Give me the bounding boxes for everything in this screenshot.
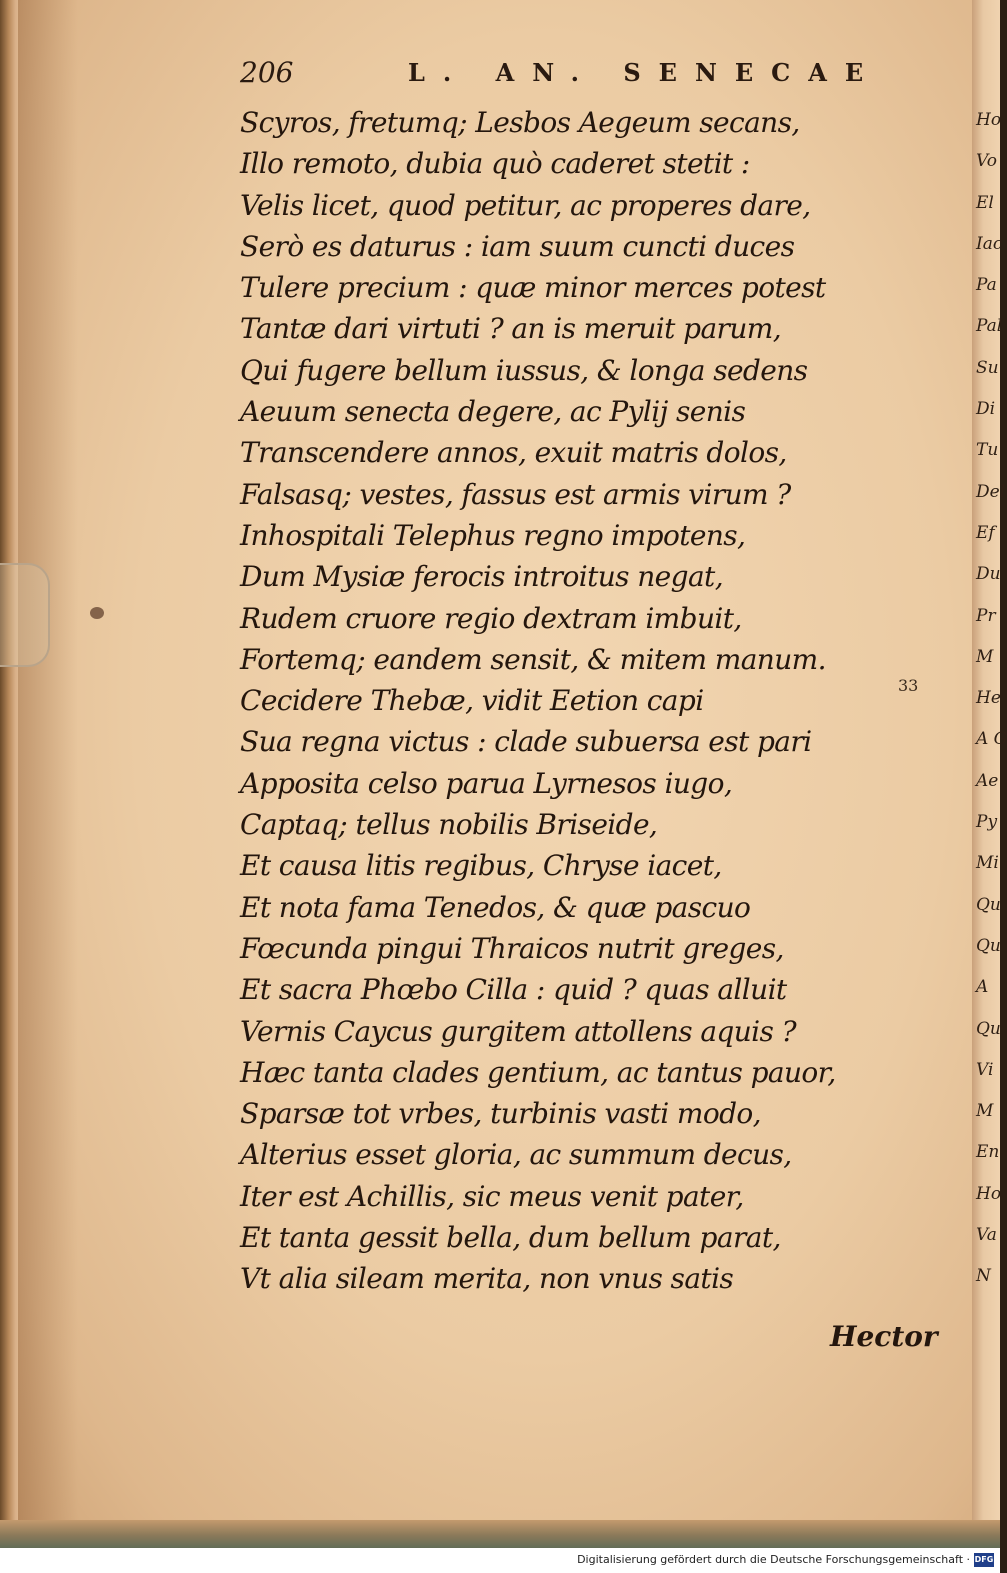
recto-fragment: Du — [976, 564, 1001, 585]
verse-line: Fœcunda pingui Thraicos nutrit greges, — [240, 931, 784, 965]
verse-line: Hæc tanta clades gentium, ac tantus pauor, — [240, 1055, 836, 1089]
recto-line-fragments — [976, 100, 1007, 1298]
recto-fragment: Del — [976, 481, 1006, 502]
verse-line: Apposita celso parua Lyrnesos iugo, — [240, 766, 733, 800]
verse-line: Falsasq; vestes, fassus est armis virum ? — [240, 477, 791, 511]
recto-fragment: Vi — [976, 1059, 994, 1080]
recto-fragment: Vo — [976, 151, 997, 172]
verse-line: Inhospitali Telephus regno impotens, — [240, 518, 746, 552]
verse-text-block — [240, 102, 860, 1300]
verse-line: Et tanta gessit bella, dum bellum parat, — [240, 1221, 781, 1255]
recto-fragment: Qu — [976, 894, 1001, 915]
recto-fragment: N — [976, 1266, 991, 1287]
page-header — [240, 56, 882, 92]
recto-fragment: Qu — [976, 935, 1001, 956]
recto-fragment: Di — [976, 399, 996, 420]
recto-fragment: Ef — [976, 522, 995, 543]
verse-line: Serò es daturus : iam suum cuncti duces — [240, 229, 795, 263]
verse-line: Tulere precium : quæ minor merces potest — [240, 271, 826, 305]
recto-page-edge — [972, 0, 1007, 1548]
recto-fragment: He — [976, 688, 1001, 709]
recto-fragment: Pa — [976, 275, 997, 296]
verse-line: Aeuum senecta degere, ac Pylij senis — [240, 395, 746, 429]
recto-fragment: En — [976, 1142, 1000, 1163]
verse-line: Fortemq; eandem sensit, & mitem manum. — [240, 642, 826, 676]
verse-line: Et nota fama Tenedos, & quæ pascuo — [240, 890, 751, 924]
recto-fragment: Su — [976, 357, 999, 378]
verse-line: Cecidere Thebæ, vidit Eetion capi — [240, 684, 704, 718]
ink-stain — [90, 607, 104, 619]
dfg-logo: DFG — [974, 1553, 994, 1567]
recto-fragment: Ho — [976, 110, 1002, 130]
catchword: Hector — [830, 1320, 938, 1353]
verse-line: Et sacra Phœbo Cilla : quid ? quas alluit — [240, 973, 787, 1007]
recto-fragment: M — [976, 646, 994, 667]
recto-fragment: Tu — [976, 440, 999, 461]
verse-line: Captaq; tellus nobilis Briseide, — [240, 808, 658, 842]
verse-line: Vernis Caycus gurgitem attollens aquis ? — [240, 1014, 797, 1048]
recto-fragment: Iac — [976, 233, 1003, 254]
recto-fragment: Ae — [976, 770, 999, 791]
recto-fragment: Qu — [976, 1018, 1001, 1039]
recto-fragment: M — [976, 1101, 994, 1122]
verse-line: Alterius esset gloria, ac summum decus, — [240, 1138, 792, 1172]
verse-line: Dum Mysiæ ferocis introitus negat, — [240, 560, 724, 594]
verse-line: Qui fugere bellum iussus, & longa sedens — [240, 353, 808, 387]
verse-line: Iter est Achillis, sic meus venit pater, — [240, 1179, 744, 1213]
verse-line: Vt alia sileam merita, non vnus satis — [240, 1262, 734, 1296]
recto-fragment: Py — [976, 812, 998, 833]
recto-fragment: El — [976, 192, 994, 213]
margin-mark: 33 — [898, 676, 919, 695]
verse-line: Rudem cruore regio dextram imbuit, — [240, 601, 742, 635]
verse-line: Illo remoto, dubia quò caderet stetit : — [240, 147, 750, 181]
verse-line: Transcendere annos, exuit matris dolos, — [240, 436, 787, 470]
digitization-footer — [0, 1548, 1000, 1573]
page-number: 206 — [240, 56, 294, 89]
recto-fragment: Pal — [976, 316, 1003, 337]
recto-fragment: Va — [976, 1225, 997, 1246]
page-bottom-edge — [0, 1520, 1000, 1550]
verse-line: Tantæ dari virtuti ? an is meruit parum, — [240, 312, 782, 346]
recto-fragment: A G — [976, 729, 1007, 750]
recto-fragment: A — [976, 977, 989, 998]
page-clip — [0, 563, 50, 667]
verse-line: Sparsæ tot vrbes, turbinis vasti modo, — [240, 1097, 761, 1131]
recto-fragment: Pr — [976, 605, 996, 626]
verse-line: Scyros, fretumq; Lesbos Aegeum secans, — [240, 106, 800, 139]
funding-credit: Digitalisierung gefördert durch die Deutsche Forschungsgemeinschaft · — [577, 1553, 970, 1566]
recto-fragment: Mi — [976, 853, 999, 874]
verse-line: Et causa litis regibus, Chryse iacet, — [240, 849, 722, 883]
verse-line: Sua regna victus : clade subuersa est pari — [240, 725, 812, 759]
running-head: L. AN. SENECAE — [408, 58, 882, 87]
verse-line: Velis licet, quod petitur, ac properes dare, — [240, 188, 811, 222]
recto-fragment: Ho — [976, 1183, 1002, 1204]
